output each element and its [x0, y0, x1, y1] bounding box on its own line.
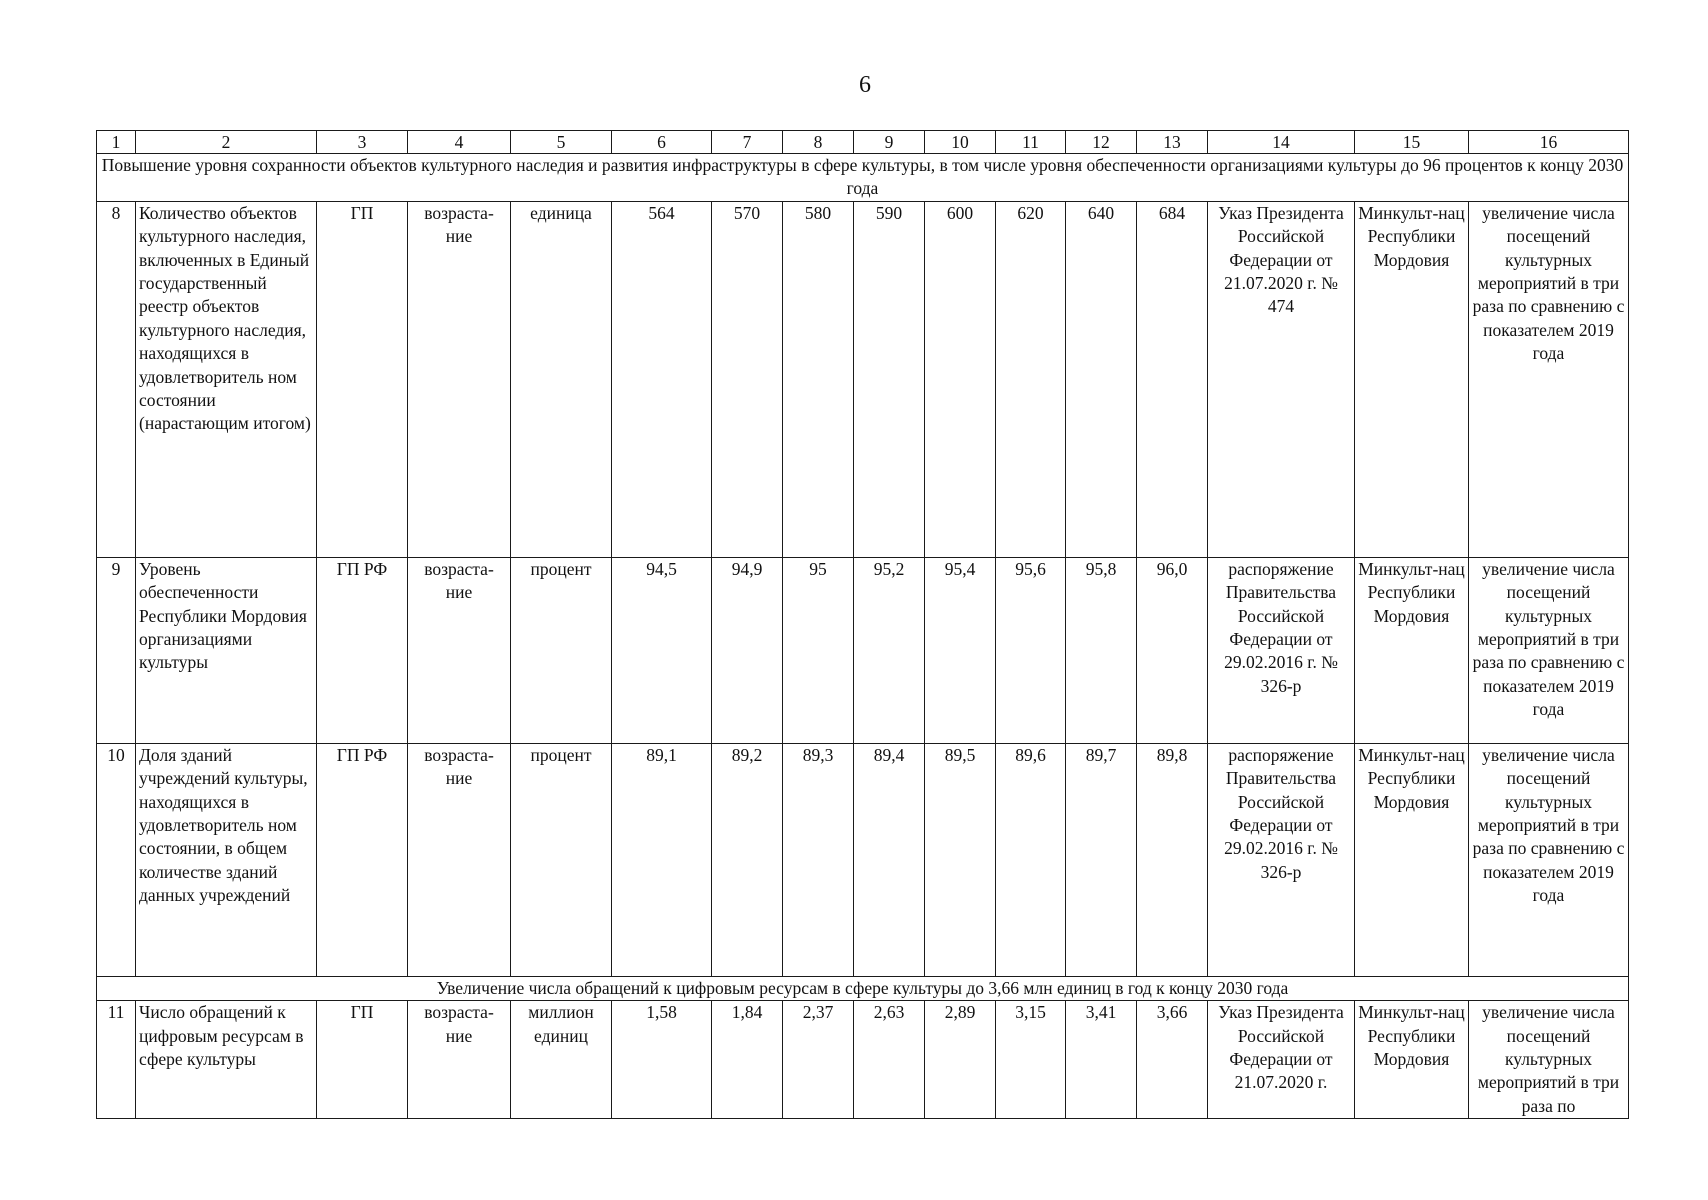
value-cell: 3,66 — [1137, 1001, 1208, 1119]
indicator-name: Количество объектов культурного наследия, включенных в Единый государственный реестр объектов культурного наследия, находящихся в удовлетворитель ном состоянии (нарастающим итогом) — [136, 201, 317, 557]
row-index: 10 — [97, 743, 136, 976]
value-cell: 89,7 — [1066, 743, 1137, 976]
value-cell: 89,6 — [996, 743, 1066, 976]
legal-document: распоряжение Правительства Российской Федерации от 29.02.2016 г. № 326-р — [1208, 557, 1355, 743]
legal-document: распоряжение Правительства Российской Федерации от 29.02.2016 г. № 326-р — [1208, 743, 1355, 976]
value-cell: 95,4 — [925, 557, 996, 743]
column-number: 8 — [783, 131, 854, 154]
indicator-unit: процент — [511, 743, 612, 976]
indicator-level: ГП — [317, 1001, 408, 1119]
indicator-unit: миллион единиц — [511, 1001, 612, 1119]
page-number: 6 — [859, 72, 871, 98]
table-row — [97, 743, 1629, 976]
value-cell: 89,5 — [925, 743, 996, 976]
value-cell: 89,4 — [854, 743, 925, 976]
indicator-name: Число обращений к цифровым ресурсам в сфере культуры — [136, 1001, 317, 1119]
column-number: 4 — [408, 131, 511, 154]
responsible-body: Минкульт-нац Республики Мордовия — [1355, 743, 1469, 976]
indicator-unit: процент — [511, 557, 612, 743]
table-row — [97, 201, 1629, 557]
value-cell: 89,2 — [712, 743, 783, 976]
value-cell: 684 — [1137, 201, 1208, 557]
column-number: 10 — [925, 131, 996, 154]
legal-document: Указ Президента Российской Федерации от 21.07.2020 г. — [1208, 1001, 1355, 1119]
table-row — [97, 1001, 1629, 1119]
value-cell: 2,37 — [783, 1001, 854, 1119]
row-index: 9 — [97, 557, 136, 743]
section-heading: Повышение уровня сохранности объектов культурного наследия и развития инфраструктуры в сфере культуры, в том числе уровня обеспеченности организациями культуры до 96 процентов к концу 2030 года — [97, 154, 1629, 202]
indicator-level: ГП РФ — [317, 557, 408, 743]
column-number: 14 — [1208, 131, 1355, 154]
column-number: 3 — [317, 131, 408, 154]
goal-text: увеличение числа посещений культурных мероприятий в три раза по сравнению с показателем 2019 года — [1469, 201, 1629, 557]
value-cell: 89,3 — [783, 743, 854, 976]
responsible-body: Минкульт-нац Республики Мордовия — [1355, 201, 1469, 557]
indicator-trend: возраста-ние — [408, 1001, 511, 1119]
value-cell: 2,63 — [854, 1001, 925, 1119]
column-number: 6 — [612, 131, 712, 154]
column-number: 9 — [854, 131, 925, 154]
value-cell: 3,15 — [996, 1001, 1066, 1119]
value-cell: 95,6 — [996, 557, 1066, 743]
value-cell: 1,84 — [712, 1001, 783, 1119]
goal-text: увеличение числа посещений культурных мероприятий в три раза по сравнению с показателем 2019 года — [1469, 743, 1629, 976]
indicator-name: Уровень обеспеченности Республики Мордовия организациями культуры — [136, 557, 317, 743]
indicator-level: ГП — [317, 201, 408, 557]
row-index: 11 — [97, 1001, 136, 1119]
indicator-name: Доля зданий учреждений культуры, находящихся в удовлетворитель ном состоянии, в общем количестве зданий данных учреждений — [136, 743, 317, 976]
indicator-trend: возраста-ние — [408, 743, 511, 976]
indicator-level: ГП РФ — [317, 743, 408, 976]
value-cell: 620 — [996, 201, 1066, 557]
value-cell: 2,89 — [925, 1001, 996, 1119]
column-number: 16 — [1469, 131, 1629, 154]
indicators-table — [96, 130, 1629, 1119]
value-cell: 89,1 — [612, 743, 712, 976]
responsible-body: Минкульт-нац Республики Мордовия — [1355, 1001, 1469, 1119]
section-row — [97, 154, 1629, 202]
value-cell: 1,58 — [612, 1001, 712, 1119]
column-number-row — [97, 131, 1629, 154]
value-cell: 94,5 — [612, 557, 712, 743]
column-number: 12 — [1066, 131, 1137, 154]
value-cell: 89,8 — [1137, 743, 1208, 976]
value-cell: 3,41 — [1066, 1001, 1137, 1119]
value-cell: 600 — [925, 201, 996, 557]
goal-text: увеличение числа посещений культурных мероприятий в три раза по сравнению с показателем 2019 года — [1469, 557, 1629, 743]
value-cell: 590 — [854, 201, 925, 557]
value-cell: 570 — [712, 201, 783, 557]
table-row — [97, 557, 1629, 743]
column-number: 7 — [712, 131, 783, 154]
value-cell: 95 — [783, 557, 854, 743]
goal-text: увеличение числа посещений культурных мероприятий в три раза по — [1469, 1001, 1629, 1119]
column-number: 5 — [511, 131, 612, 154]
value-cell: 96,0 — [1137, 557, 1208, 743]
value-cell: 640 — [1066, 201, 1137, 557]
value-cell: 95,2 — [854, 557, 925, 743]
column-number: 2 — [136, 131, 317, 154]
legal-document: Указ Президента Российской Федерации от 21.07.2020 г. № 474 — [1208, 201, 1355, 557]
section-row — [97, 976, 1629, 1000]
value-cell: 94,9 — [712, 557, 783, 743]
section-heading: Увеличение числа обращений к цифровым ресурсам в сфере культуры до 3,66 млн единиц в год к концу 2030 года — [97, 976, 1629, 1000]
column-number: 15 — [1355, 131, 1469, 154]
indicator-trend: возраста-ние — [408, 557, 511, 743]
responsible-body: Минкульт-нац Республики Мордовия — [1355, 557, 1469, 743]
indicator-unit: единица — [511, 201, 612, 557]
value-cell: 95,8 — [1066, 557, 1137, 743]
column-number: 1 — [97, 131, 136, 154]
indicator-trend: возраста-ние — [408, 201, 511, 557]
column-number: 13 — [1137, 131, 1208, 154]
value-cell: 580 — [783, 201, 854, 557]
column-number: 11 — [996, 131, 1066, 154]
row-index: 8 — [97, 201, 136, 557]
value-cell: 564 — [612, 201, 712, 557]
